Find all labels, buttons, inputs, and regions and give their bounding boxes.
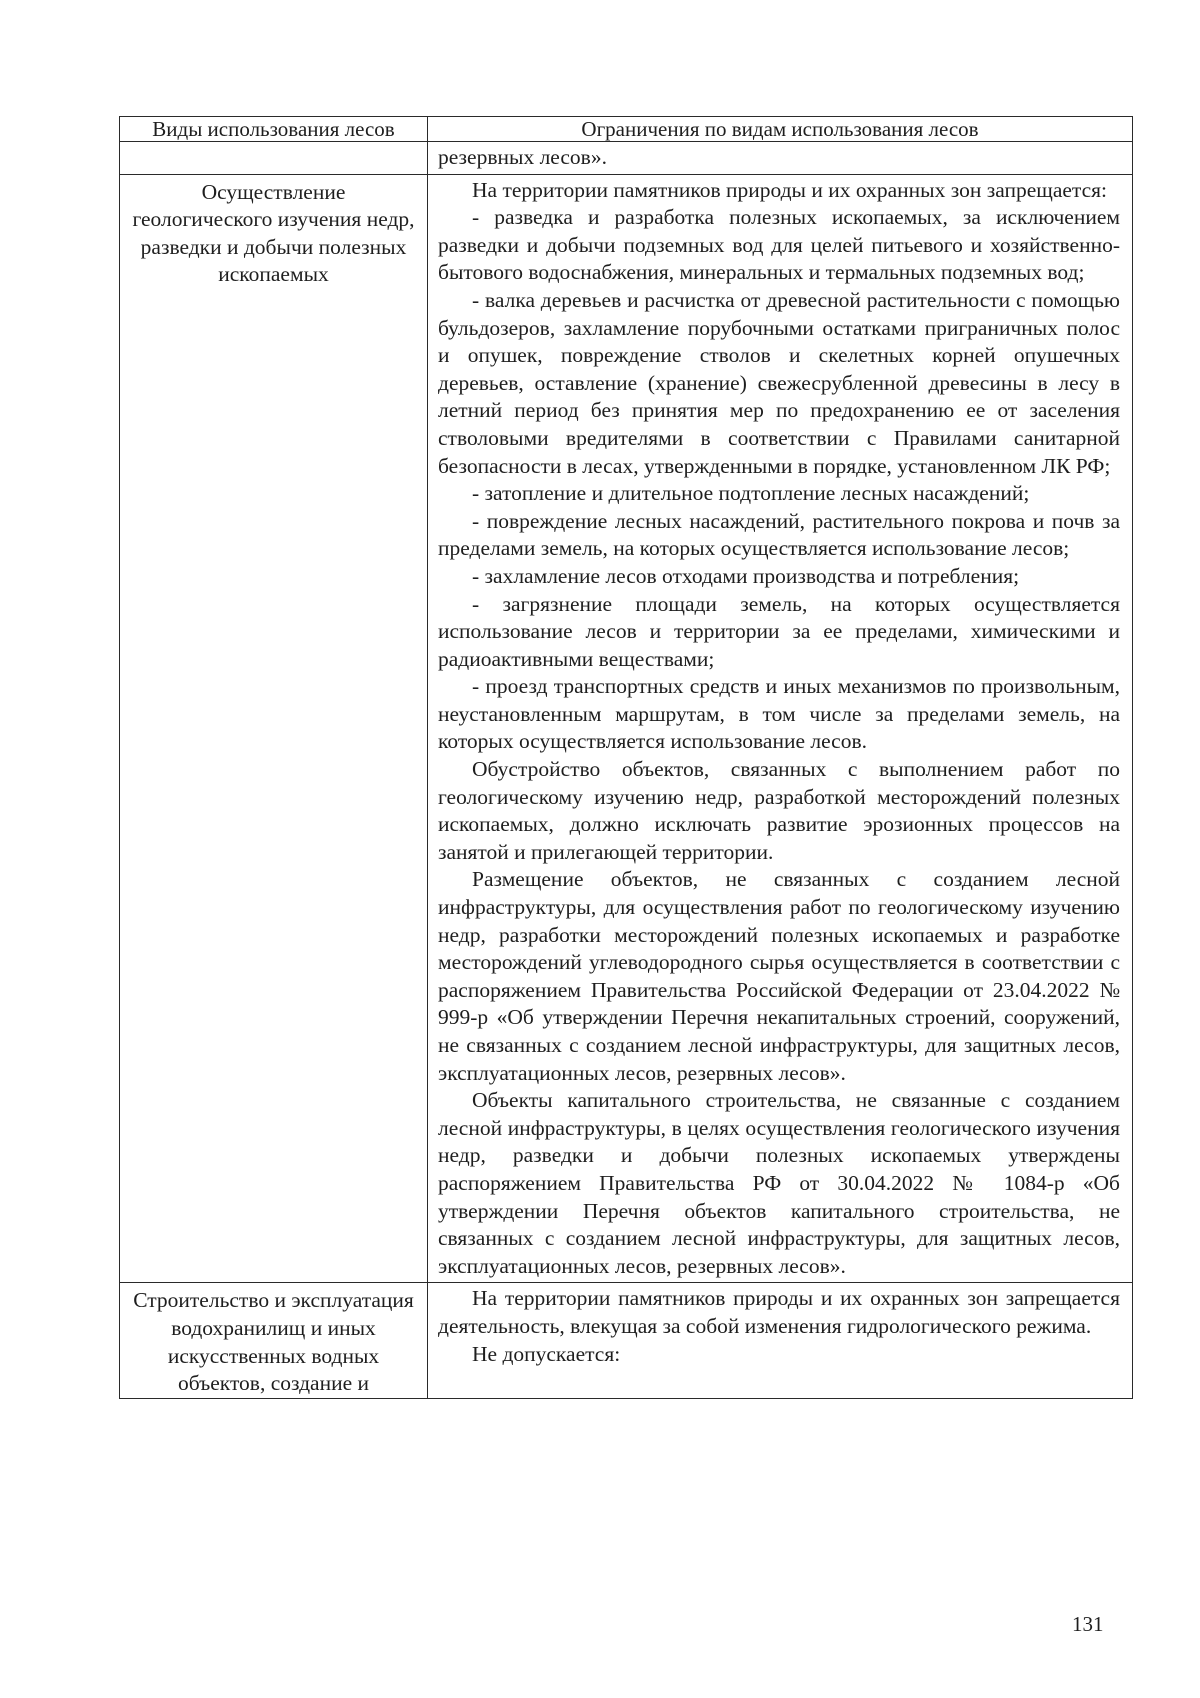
table-row (120, 1283, 1133, 1398)
list-item: - разведка и разработка полезных ископаемых, за исключением разведки и добычи подземных вод для целей питьевого и хозяйственно-бытового водоснабжения, минеральных и термальных подземных вод; (438, 205, 1120, 285)
list-item: - повреждение лесных насаждений, растительного покрова и почв за пределами земель, на которых осуществляется использование лесов; (438, 508, 1120, 561)
list-item: - захламление лесов отходами производства и потребления; (472, 563, 1020, 588)
table-row (120, 142, 1133, 175)
forest-use-restrictions-table (119, 116, 1133, 1399)
list-item: - валка деревьев и расчистка от древесной растительности с помощью бульдозеров, захламление порубочными остатками приграничных полос и опушек, повреждение стволов и скелетных корней опушечных деревьев, оставление (хранение) свежесрубленной древесины в лесу в летний период без принятия мер по предохранению ее от заселения стволовыми вредителями в соответствии с Правилами санитарной безопасности в лесах, утвержденными в порядке, установленном ЛК РФ; (438, 287, 1120, 478)
paragraph: Объекты капитального строительства, не связанные с созданием лесной инфраструктуры, в целях осуществления геологического изучения недр, разведки и добычи полезных ископаемых утверждены распоряжением Правительства РФ от 30.04.2022 № 1084-р «Об утверждении Перечня объектов капитального строительства, не связанных с созданием лесной инфраструктуры, для защитных лесов, эксплуатационных лесов, резервных лесов». (438, 1088, 1120, 1278)
row1-right-cell (428, 174, 1133, 1283)
list-item: - загрязнение площади земель, на которых осуществляется использование лесов и территории за ее пределами, химическими и радиоактивными веществами; (438, 591, 1120, 671)
paragraph: Обустройство объектов, связанных с выполнением работ по геологическому изучению недр, разработкой месторождений полезных ископаемых, должно исключать развитие эрозионных процессов на занятой и прилегающей территории. (438, 757, 1120, 864)
row0-right-cell (428, 142, 1133, 175)
table-row (120, 174, 1133, 1283)
paragraph: Размещение объектов, не связанных с созданием лесной инфраструктуры, для осуществления работ по геологическому изучению недр, разработки месторождений полезных ископаемых и разработке месторождений углеводородного сырья осуществляется в соответствии с распоряжением Правительства Российской Федерации от 23.04.2022 № 999-р «Об утверждении Перечня некапитальных строений, сооружений, не связанных с созданием лесной инфраструктуры, для защитных лесов, эксплуатационных лесов, резервных лесов». (438, 867, 1120, 1085)
row2-right-cell (428, 1283, 1133, 1398)
row0-paragraph: резервных лесов». (438, 145, 607, 169)
row0-left-cell (120, 142, 428, 175)
list-item: - затопление и длительное подтопление лесных насаждений; (472, 481, 1030, 506)
paragraph: Не допускается: (472, 1341, 621, 1366)
header-restrictions: Ограничения по видам использования лесов (428, 117, 1133, 142)
header-forest-use-types: Виды использования лесов (120, 117, 428, 142)
paragraph: На территории памятников природы и их охранных зон запрещается: (472, 177, 1107, 202)
row1-left-cell: Осуществление геологического изучения недр, разведки и добычи полезных ископаемых (120, 174, 428, 1283)
row2-left-cell: Строительство и эксплуатация водохранилищ и иных искусственных водных объектов, создание и (120, 1283, 428, 1398)
list-item: - проезд транспортных средств и иных механизмов по произвольным, неустановленным маршрутам, в том числе за пределами земель, на которых осуществляется использование лесов. (438, 674, 1120, 754)
page-number: 131 (1072, 1612, 1104, 1636)
paragraph: На территории памятников природы и их охранных зон запрещается деятельность, влекущая за собой изменения гидрологического режима. (438, 1286, 1120, 1338)
table-header-row (120, 117, 1133, 142)
